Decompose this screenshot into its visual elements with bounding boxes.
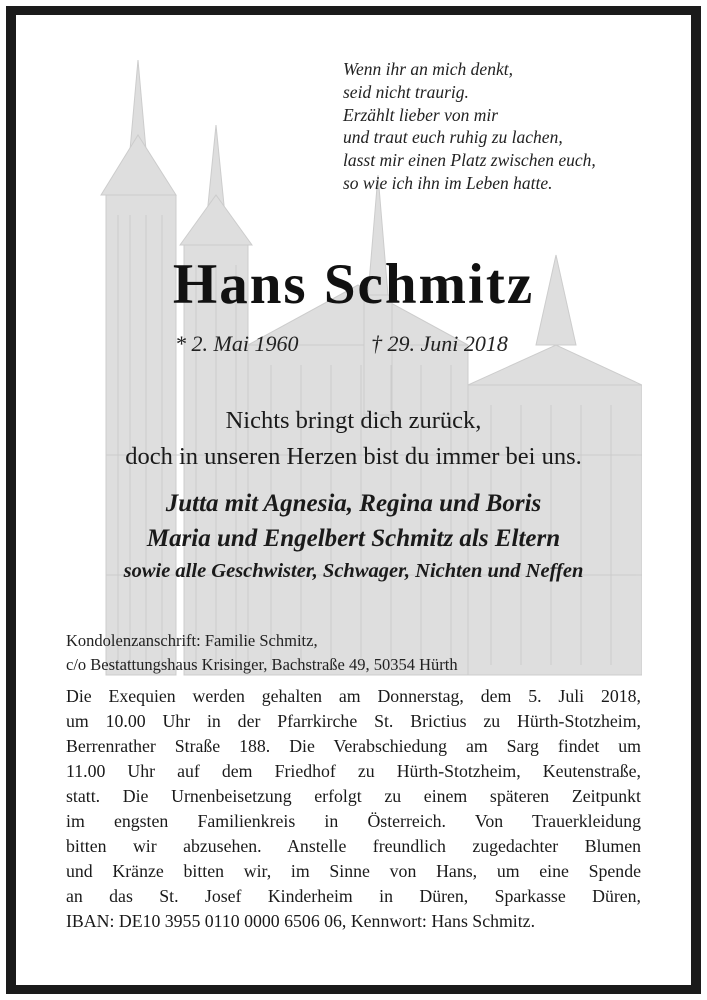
details-line: um 10.00 Uhr in der Pfarrkirche St. Brictius zu Hürth-Stotzheim, bbox=[66, 711, 641, 731]
motto-line: doch in unseren Herzen bist du immer bei uns. bbox=[125, 443, 582, 470]
address-line: Kondolenzanschrift: Familie Schmitz, bbox=[66, 631, 318, 650]
details-line: und Kränze bitten wir, im Sinne von Hans, um eine Spende bbox=[66, 861, 641, 881]
details-line: an das St. Josef Kinderheim in Düren, Sparkasse Düren, bbox=[66, 886, 641, 906]
details-line: Berrenrather Straße 188. Die Verabschiedung am Sarg findet um bbox=[66, 736, 641, 756]
address-line: c/o Bestattungshaus Krisinger, Bachstraße 49, 50354 Hürth bbox=[66, 655, 458, 674]
funeral-details bbox=[66, 684, 641, 934]
poem-line: lasst mir einen Platz zwischen euch, bbox=[343, 150, 596, 171]
motto-line: Nichts bringt dich zurück, bbox=[225, 407, 482, 434]
memorial-motto bbox=[0, 403, 707, 475]
poem-line: Erzählt lieber von mir bbox=[343, 104, 499, 125]
poem bbox=[343, 58, 683, 195]
death-date: † 29. Juni 2018 bbox=[371, 331, 508, 356]
mourners-line-spouse: Jutta mit Agnesia, Regina und Boris bbox=[165, 490, 542, 517]
poem-line: Wenn ihr an mich denkt, bbox=[343, 59, 513, 79]
deceased-name: Hans Schmitz bbox=[172, 253, 535, 316]
details-line: Die Exequien werden gehalten am Donnerstag, dem 5. Juli 2018, bbox=[66, 686, 641, 706]
details-line: im engsten Familienkreis in Österreich. Von Trauerkleidung bbox=[66, 811, 641, 831]
details-line: bitten wir abzusehen. Anstelle freundlich zugedachter Blumen bbox=[66, 836, 641, 856]
birth-date: * 2. Mai 1960 bbox=[175, 331, 299, 356]
details-line: statt. Die Urnenbeisetzung erfolgt zu einem späteren Zeitpunkt bbox=[66, 786, 641, 806]
mourners-line-relatives: sowie alle Geschwister, Schwager, Nichten und Neffen bbox=[123, 560, 584, 582]
poem-line: und traut euch ruhig zu lachen, bbox=[343, 127, 563, 148]
poem-line: seid nicht traurig. bbox=[343, 81, 469, 102]
details-line: 11.00 Uhr auf dem Friedhof zu Hürth-Stotzheim, Keutenstraße, bbox=[66, 761, 641, 781]
details-line: IBAN: DE10 3955 0110 0000 6506 06, Kennwort: Hans Schmitz. bbox=[66, 911, 536, 931]
condolence-address bbox=[66, 629, 458, 677]
poem-line: so wie ich ihn im Leben hatte. bbox=[343, 172, 553, 193]
mourners-line-parents: Maria und Engelbert Schmitz als Eltern bbox=[146, 525, 561, 552]
mourners-list bbox=[0, 486, 707, 586]
